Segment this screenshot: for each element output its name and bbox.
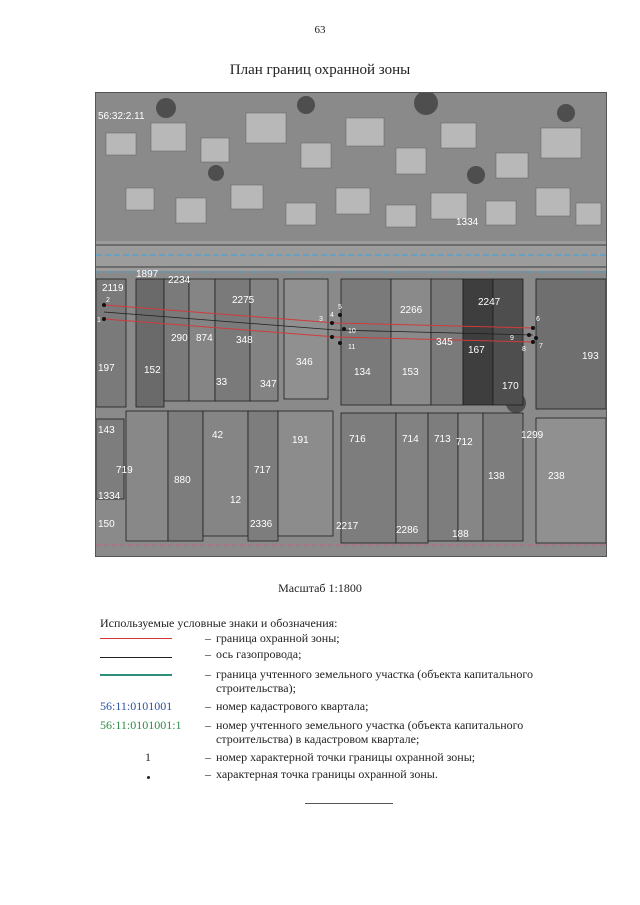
parcel-label: 188 bbox=[452, 529, 469, 540]
street bbox=[96, 241, 606, 271]
parcel-label: 2336 bbox=[250, 519, 273, 530]
point-label-6: 6 bbox=[536, 316, 540, 323]
parcel-label: 2217 bbox=[336, 521, 359, 532]
parcel-label: 1897 bbox=[136, 269, 159, 280]
parcel-label: 153 bbox=[402, 367, 419, 378]
point-label-9: 9 bbox=[510, 335, 514, 342]
legend-item-point bbox=[100, 767, 600, 783]
page-title: План границ охранной зоны bbox=[229, 62, 411, 78]
parcel-label: 56:32:2.11 bbox=[98, 111, 145, 122]
legend-item-point-number bbox=[100, 750, 600, 766]
legend-item-quarter-number bbox=[100, 699, 600, 715]
legend-item-gas-axis bbox=[100, 647, 600, 663]
parcel-label: 719 bbox=[116, 465, 133, 476]
legend-text: граница охранной зоны; bbox=[216, 631, 340, 645]
parcel-label: 191 bbox=[292, 435, 309, 446]
legend-title: Используемые условные знаки и обозначения: bbox=[100, 616, 338, 630]
parcel-label: 2234 bbox=[168, 275, 191, 286]
parcel-label: 42 bbox=[212, 430, 224, 441]
legend-item-protection-zone bbox=[100, 631, 600, 647]
point-label-11: 11 bbox=[348, 344, 356, 351]
parcel-label: 2266 bbox=[400, 305, 423, 316]
legend-dash: – bbox=[205, 647, 211, 661]
parcel-label: 197 bbox=[98, 363, 115, 374]
parcel-label: 714 bbox=[402, 434, 419, 445]
parcel-label: 138 bbox=[488, 471, 505, 482]
legend-dash: – bbox=[205, 767, 211, 781]
parcel-label: 193 bbox=[582, 351, 599, 362]
parcel-label: 1299 bbox=[521, 430, 544, 441]
parcel-label: 2275 bbox=[232, 295, 255, 306]
legend-dash: – bbox=[205, 699, 211, 713]
parcel-label: 2286 bbox=[396, 525, 419, 536]
legend-symbol-parcel: 56:11:0101001:1 bbox=[100, 718, 182, 732]
legend-text: ось газопровода; bbox=[216, 647, 302, 661]
legend-item-parcel-number bbox=[100, 718, 600, 748]
parcel-label: 143 bbox=[98, 425, 115, 436]
legend-text: номер характерной точки границы охранной зоны; bbox=[216, 750, 476, 764]
legend-symbol-number: 1 bbox=[145, 750, 151, 764]
point-label-8: 8 bbox=[522, 346, 526, 353]
point-label-4: 4 bbox=[330, 312, 334, 319]
parcel-label: 716 bbox=[349, 434, 366, 445]
point-label-3: 3 bbox=[319, 316, 323, 323]
point-label-10: 10 bbox=[348, 328, 356, 335]
legend-text: номер учтенного земельного участка (объекта капитального строительства) в кадастровом квартале; bbox=[216, 718, 524, 746]
page-number: 63 bbox=[314, 24, 326, 36]
parcel-label: 290 bbox=[171, 333, 188, 344]
parcel-label: 134 bbox=[354, 367, 371, 378]
parcel-label: 2119 bbox=[102, 283, 124, 294]
legend-dash: – bbox=[205, 718, 211, 732]
parcel-label: 346 bbox=[296, 357, 313, 368]
parcel-label: 347 bbox=[260, 379, 277, 390]
bottom-rule bbox=[305, 803, 393, 804]
parcel-label: 713 bbox=[434, 434, 451, 445]
legend-dash: – bbox=[205, 631, 211, 645]
parcel-label: 345 bbox=[436, 337, 453, 348]
parcel-label: 874 bbox=[196, 333, 213, 344]
parcel-label: 717 bbox=[254, 465, 271, 476]
parcel-label: 170 bbox=[502, 381, 519, 392]
map-canvas bbox=[96, 93, 606, 556]
point-label-5: 5 bbox=[338, 304, 342, 311]
parcel-label: 2247 bbox=[478, 297, 501, 308]
parcel-label: 348 bbox=[236, 335, 253, 346]
parcel-label: 1334 bbox=[456, 217, 479, 228]
legend-dash: – bbox=[205, 750, 211, 764]
point-label-2: 2 bbox=[106, 297, 110, 304]
parcel-label: 150 bbox=[98, 519, 115, 530]
protection-zone-map bbox=[95, 92, 607, 557]
parcel-label: 1334 bbox=[98, 491, 121, 502]
parcel-label: 167 bbox=[468, 345, 485, 356]
point-dot-icon bbox=[147, 776, 150, 779]
parcel-label: 712 bbox=[456, 437, 473, 448]
point-label-7: 7 bbox=[539, 343, 543, 350]
parcel-label: 152 bbox=[144, 365, 161, 376]
legend-item-parcel-border bbox=[100, 667, 600, 697]
parcel-label: 880 bbox=[174, 475, 191, 486]
legend-dash: – bbox=[205, 667, 211, 681]
legend-text: характерная точка границы охранной зоны. bbox=[216, 767, 438, 781]
parcel-label: 12 bbox=[230, 495, 242, 506]
point-label-1: 1 bbox=[97, 317, 101, 324]
legend-text: номер кадастрового квартала; bbox=[216, 699, 369, 713]
parcel-label: 238 bbox=[548, 471, 565, 482]
legend-symbol-quarter: 56:11:0101001 bbox=[100, 699, 173, 713]
legend-text: граница учтенного земельного участка (объекта капитального строительства); bbox=[216, 667, 534, 695]
map-scale: Масштаб 1:1800 bbox=[278, 581, 362, 595]
parcel-label: 33 bbox=[216, 377, 228, 388]
